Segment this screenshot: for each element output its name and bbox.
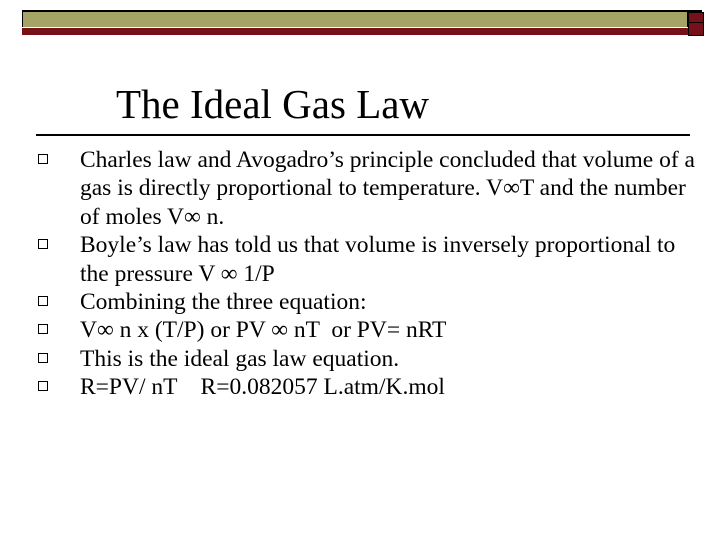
hollow-square-icon — [38, 353, 48, 363]
hollow-square-icon — [38, 381, 48, 391]
hollow-square-icon — [38, 296, 48, 306]
bullet-item — [38, 231, 698, 288]
bullet-text: Boyle’s law has told us that volume is inversely proportional to the pressure V ∞ 1/P — [80, 232, 676, 287]
hollow-square-icon — [38, 154, 48, 164]
bullet-text: R=PV/ nT R=0.082057 L.atm/K.mol — [80, 374, 445, 401]
bullet-item — [38, 316, 698, 344]
hollow-square-icon — [38, 239, 48, 249]
corner-square-bottom — [688, 22, 704, 36]
title-divider — [36, 134, 690, 136]
bullet-item — [38, 146, 698, 231]
slide-title: The Ideal Gas Law — [116, 81, 430, 127]
bullet-item — [38, 345, 698, 373]
bullet-text: Charles law and Avogadro’s principle concluded that volume of a gas is directly proportional to temperature. V∞T and the number of moles V∞ n. — [80, 147, 695, 230]
hollow-square-icon — [38, 324, 48, 334]
top-band-olive-stripe — [22, 12, 688, 27]
bullet-item — [38, 288, 698, 316]
bullet-item — [38, 373, 698, 401]
bullet-text: V∞ n x (T/P) or PV ∞ nT or PV= nRT — [80, 317, 447, 344]
bullet-list — [38, 146, 698, 402]
top-band-maroon-stripe — [22, 28, 702, 35]
bullet-text: Combining the three equation: — [80, 289, 367, 316]
bullet-text: This is the ideal gas law equation. — [80, 345, 400, 372]
